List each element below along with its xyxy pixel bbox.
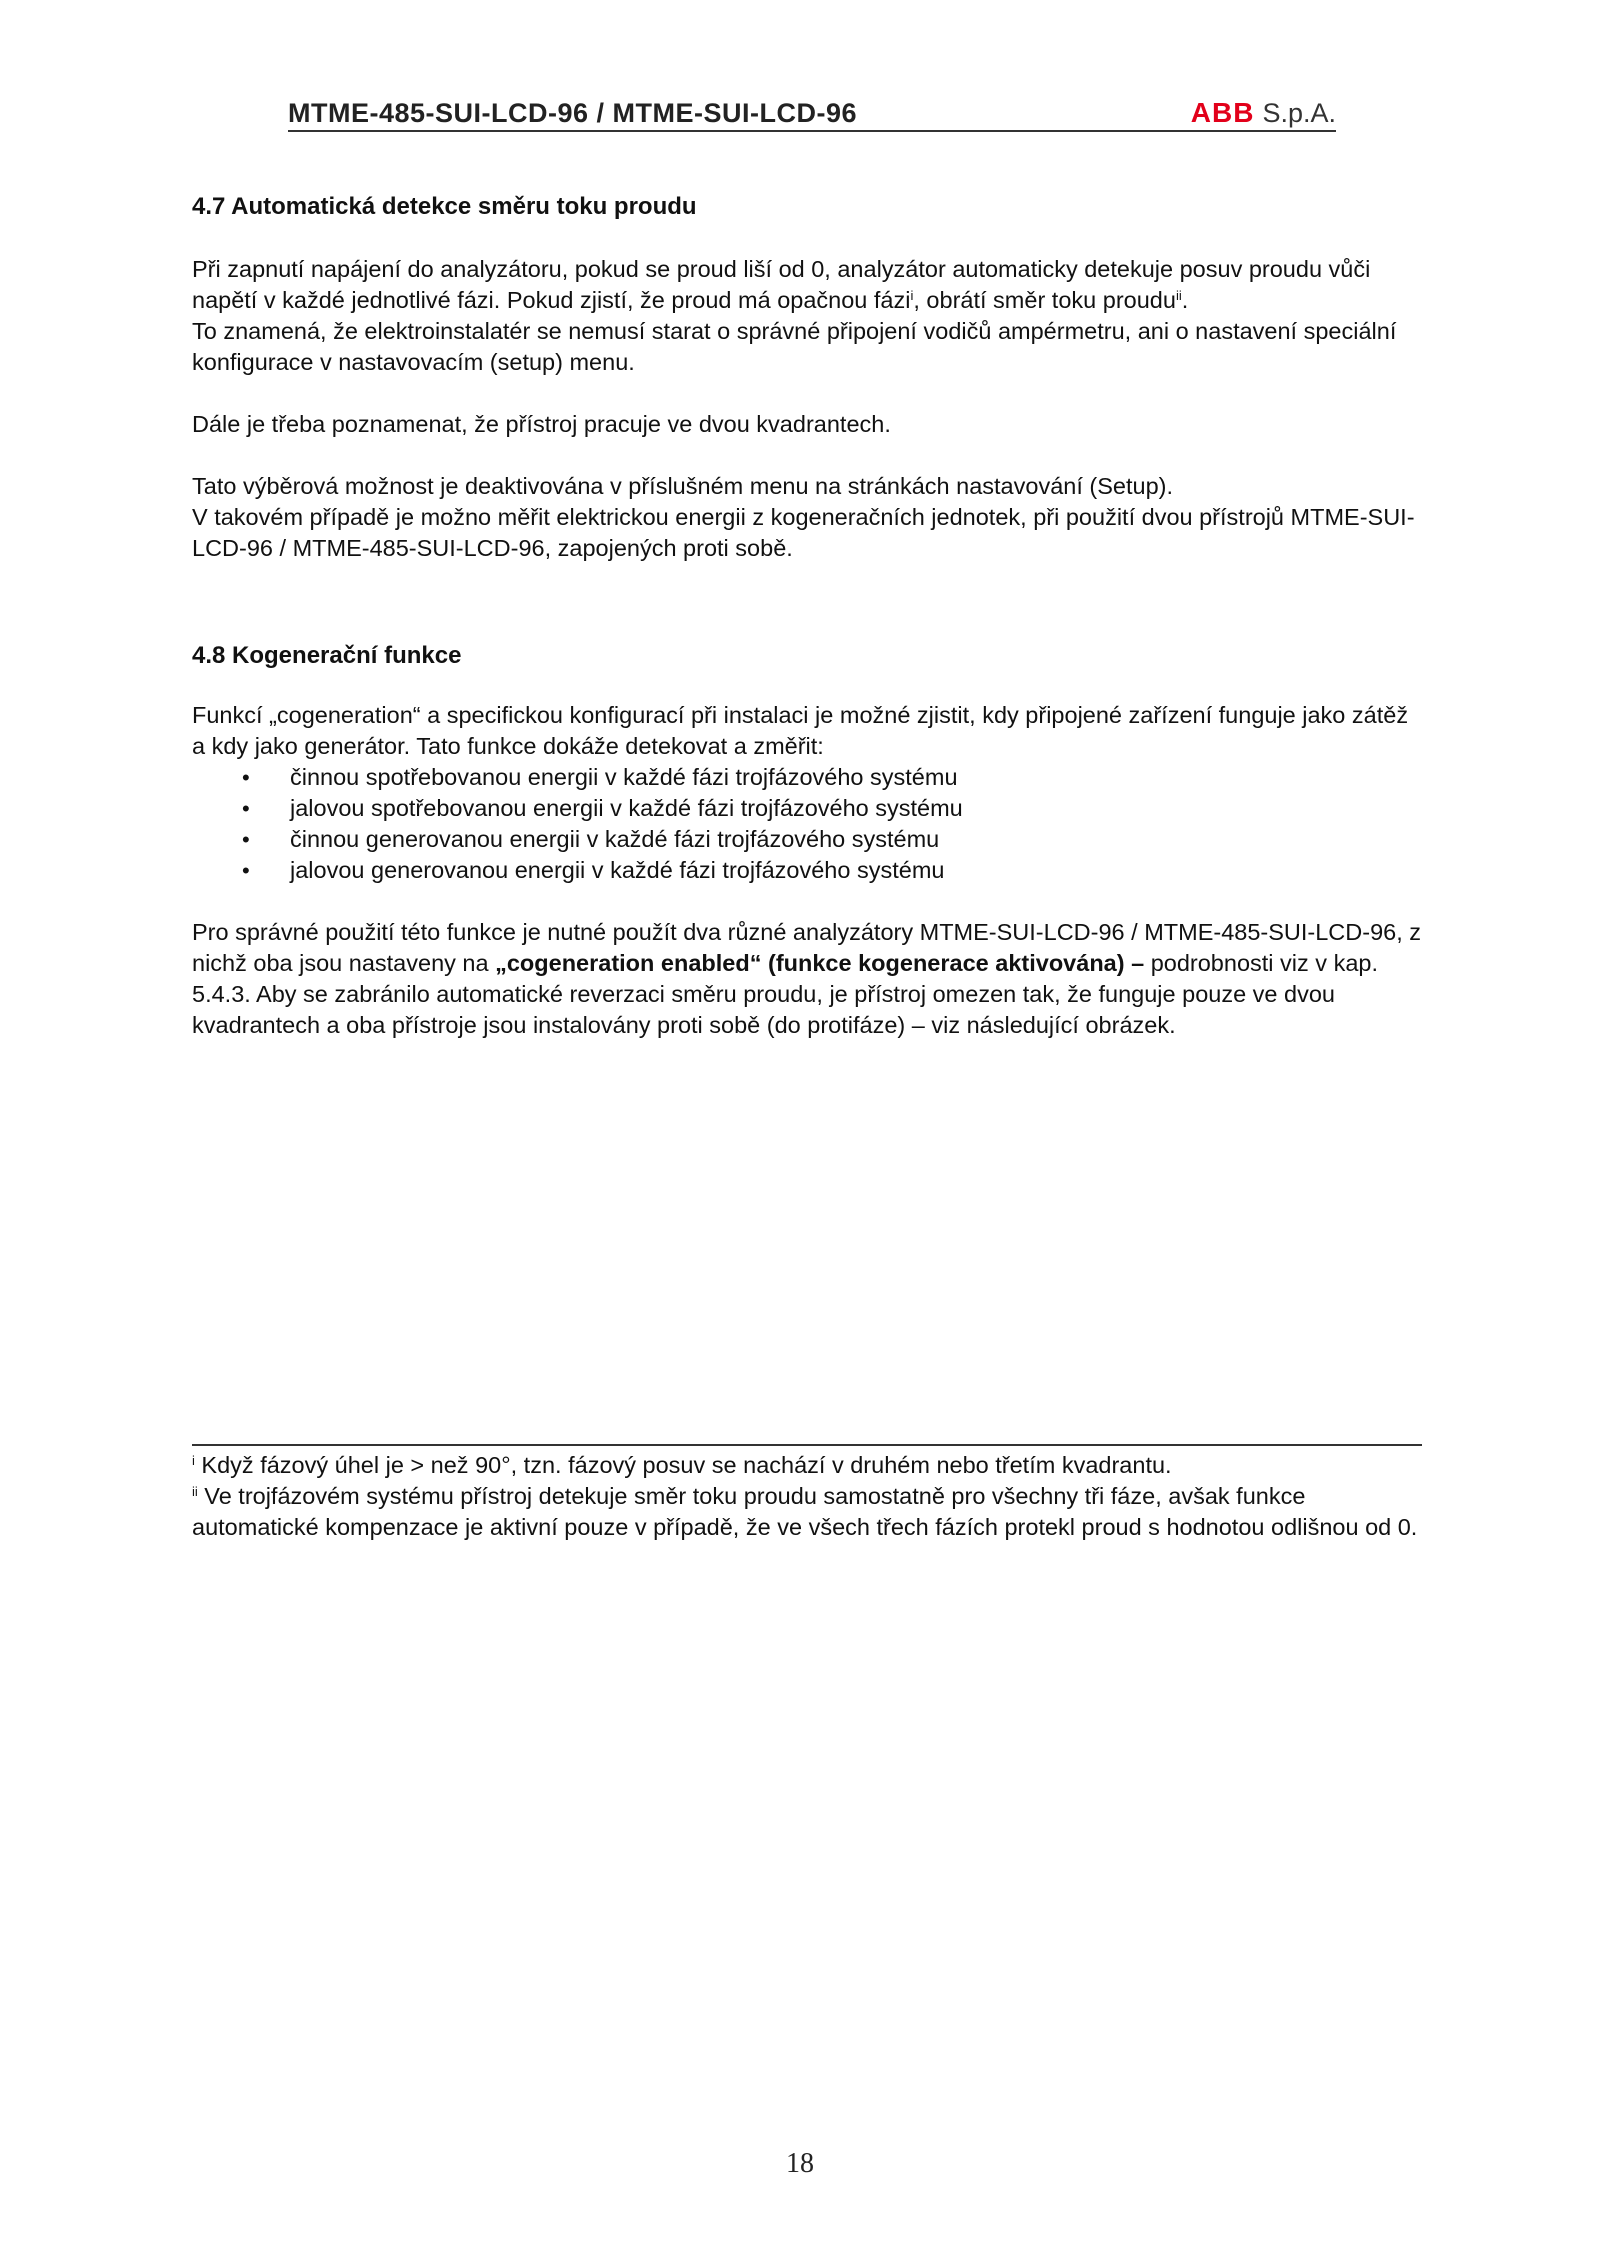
company-logo [1191,96,1336,130]
list-item: • jalovou generovanou energii v každé fázi trojfázového systému [192,855,1422,886]
page-number: 18 [786,2148,814,2179]
abb-logo-icon: ABB [1190,97,1255,128]
footnote-mark: ii [192,1484,198,1499]
list-item: • činnou generovanou energii v každé fázi trojfázového systému [192,824,1422,855]
bullet-icon: • [242,796,250,821]
bullet-icon: • [242,858,250,883]
section-4-7-paragraph-4: Tato výběrová možnost je deaktivována v příslušném menu na stránkách nastavování (Setup). [192,473,1173,499]
bullet-icon: • [242,827,250,852]
section-4-7-paragraph-2: To znamená, že elektroinstalatér se nemusí starat o správné připojení vodičů ampérmetru, ani o nastavení speciální konfigurace v nastavovacím (setup) menu. [192,318,1397,375]
footnote-i: $^i$ Když fázový úhel je > než 90°, tzn. fázový posuv se nachází v druhém nebo třetím kvadrantu. [192,1452,1172,1478]
footnotes [192,1444,1422,1543]
page-header [288,96,1336,132]
section-4-7-paragraph-3: Dále je třeba poznamenat, že přístroj pracuje ve dvou kvadrantech. [192,411,891,437]
section-4-8-paragraph: Pro správné použití této funkce je nutné použít dva různé analyzátory MTME-SUI-LCD-96 / MTME-485-SUI-LCD-96, z nichž oba jsou nastaveny na „cogeneration enabled“ (funkce kogenerace aktivována) – podrobnosti viz v kap. 5.4.3. Aby se zabránilo automatické reverzaci směru proudu, je přístroj omezen tak, že funguje pouze ve dvou kvadrantech a oba přístroje jsou instalovány proti sobě (do protifáze) – viz následující obrázek. [192,919,1422,1038]
footnote-mark: i [192,1453,195,1468]
list-item: • činnou spotřebovanou energii v každé fázi trojfázového systému [192,762,1422,793]
section-4-7-paragraph-5: V takovém případě je možno měřit elektrickou energii z kogeneračních jednotek, při použití dvou přístrojů MTME-SUI-LCD-96 / MTME-485-SUI-LCD-96, zapojených proti sobě. [192,504,1415,561]
document-title: MTME-485-SUI-LCD-96 / MTME-SUI-LCD-96 [288,98,858,128]
footnote-ref-i[interactable]: i [910,288,914,303]
section-4-8-intro: Funkcí „cogeneration“ a specifickou konfigurací při instalaci je možné zjistit, kdy připojené zařízení funguje jako zátěž a kdy jako generátor. Tato funkce dokáže detekovat a změřit: [192,702,1409,759]
feature-list [192,762,1422,886]
section-4-7-heading: 4.7 Automatická detekce směru toku proudu [192,193,697,220]
footnote-ref-ii[interactable]: ii [1175,288,1182,303]
page-content [192,190,1422,1041]
bullet-icon: • [242,765,250,790]
cogeneration-enabled-label: „cogeneration enabled“ (funkce kogenerace aktivována) – [495,950,1145,976]
section-4-7-paragraph-1: Při zapnutí napájení do analyzátoru, pokud se proud liší od 0, analyzátor automaticky detekuje posuv proudu vůči napětí v každé jednotlivé fázi. Pokud zjistí, že proud má opačnou fázi$^i$, obrátí směr toku proudu$^{ii}$. [192,256,1371,313]
list-item: • jalovou spotřebovanou energii v každé fázi trojfázového systému [192,793,1422,824]
company-suffix: S.p.A. [1262,98,1336,128]
footnote-ii: $^{ii}$ Ve trojfázovém systému přístroj detekuje směr toku proudu samostatně pro všechny tři fáze, avšak funkce automatické kompenzace je aktivní pouze v případě, že ve všech třech fázích protekl proud s hodnotou odlišnou od 0. [192,1483,1418,1540]
section-4-8-heading: 4.8 Kogenerační funkce [192,642,462,669]
